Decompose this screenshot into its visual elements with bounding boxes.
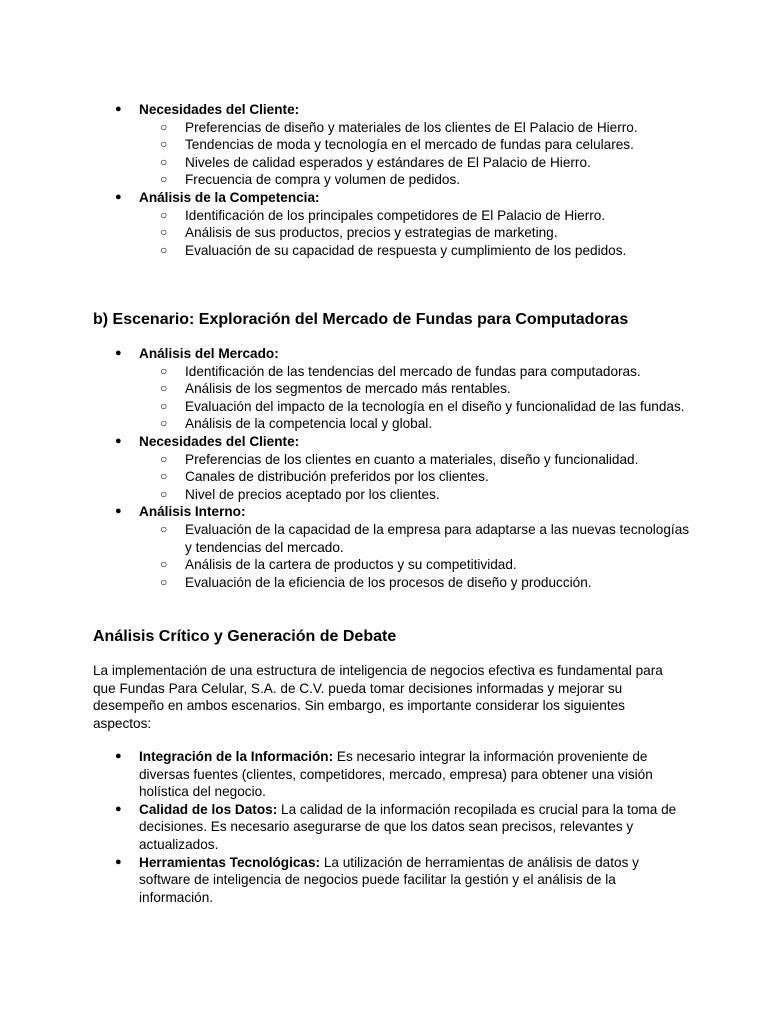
circle-bullet-icon: ○ xyxy=(160,154,168,169)
sub-list-item xyxy=(139,556,693,574)
circle-bullet-icon: ○ xyxy=(160,557,168,572)
circle-bullet-icon: ○ xyxy=(160,172,168,187)
circle-bullet-icon: ○ xyxy=(160,242,168,257)
circle-bullet-icon: ○ xyxy=(160,363,168,378)
sub-list-item xyxy=(139,468,693,486)
bullet-icon: ● xyxy=(115,855,122,868)
aspects-list xyxy=(93,748,683,906)
sub-item-text: Evaluación de su capacidad de respuesta y cumplimiento de los pedidos. xyxy=(185,242,627,258)
point-term: Herramientas Tecnológicas: xyxy=(139,854,321,870)
point-term: Integración de la Información: xyxy=(139,749,334,764)
circle-bullet-icon: ○ xyxy=(160,486,168,501)
sub-list-item xyxy=(139,171,693,189)
list-heading: Necesidades del Cliente: xyxy=(139,102,300,117)
bullet-icon: ● xyxy=(115,347,122,359)
list-heading: Necesidades del Cliente: xyxy=(139,433,300,449)
sub-item-text: Análisis de la competencia local y global. xyxy=(185,416,433,432)
sub-list-item xyxy=(139,119,693,137)
section-b-list xyxy=(93,345,693,591)
circle-bullet-icon: ○ xyxy=(160,451,168,466)
list-item xyxy=(93,189,693,259)
section-c-title: Análisis Crítico y Generación de Debate xyxy=(93,628,397,645)
circle-bullet-icon: ○ xyxy=(160,416,168,431)
sub-list-item xyxy=(139,398,693,416)
sub-item-text: Frecuencia de compra y volumen de pedidos. xyxy=(185,172,461,188)
bullet-icon: ● xyxy=(115,750,122,762)
list-item xyxy=(93,748,683,801)
sub-item-text: Análisis de los segmentos de mercado más rentables. xyxy=(185,381,511,397)
sub-list xyxy=(139,119,693,189)
sub-item-text: Preferencias de diseño y materiales de los clientes de El Palacio de Hierro. xyxy=(185,119,638,135)
sub-list-item xyxy=(139,380,693,398)
sub-item-text: Análisis de la cartera de productos y su competitividad. xyxy=(185,557,517,573)
circle-bullet-icon: ○ xyxy=(160,381,168,396)
sub-list xyxy=(139,521,693,591)
circle-bullet-icon: ○ xyxy=(160,207,168,222)
bullet-icon: ● xyxy=(115,190,122,203)
circle-bullet-icon: ○ xyxy=(160,469,168,484)
sub-list-item xyxy=(139,224,693,242)
list-item xyxy=(93,433,693,503)
sub-list xyxy=(139,363,693,433)
sub-item-text: Nivel de precios aceptado por los clientes. xyxy=(185,486,440,502)
list-heading: Análisis del Mercado: xyxy=(139,346,279,361)
sub-item-text: Evaluación de la eficiencia de los procesos de diseño y producción. xyxy=(185,574,592,590)
sub-item-text: Identificación de las tendencias del mercado de fundas para computadoras. xyxy=(185,363,641,379)
sub-list xyxy=(139,451,693,504)
list-heading: Análisis Interno: xyxy=(139,504,246,520)
sub-item-text: Evaluación de la capacidad de la empresa para adaptarse a las nuevas tecnologías y tendencias del mercado. xyxy=(185,521,690,555)
circle-bullet-icon: ○ xyxy=(160,398,168,413)
list-item xyxy=(93,801,683,854)
list-item xyxy=(93,101,693,189)
circle-bullet-icon: ○ xyxy=(160,137,168,152)
circle-bullet-icon: ○ xyxy=(160,521,168,536)
point-term: Calidad de los Datos: xyxy=(139,801,278,817)
sub-item-text: Identificación de los principales competidores de El Palacio de Hierro. xyxy=(185,207,606,223)
sub-list-item xyxy=(139,363,693,381)
section-b-title: b) Escenario: Exploración del Mercado de Fundas para Computadoras xyxy=(93,311,629,328)
sub-item-text: Canales de distribución preferidos por los clientes. xyxy=(185,469,489,485)
sub-list-item xyxy=(139,136,693,154)
sub-list-item xyxy=(139,521,693,556)
sub-list-item xyxy=(139,242,693,260)
sub-list-item xyxy=(139,574,693,592)
list-item xyxy=(93,503,693,591)
bullet-icon: ● xyxy=(115,802,122,815)
sub-item-text: Evaluación del impacto de la tecnología en el diseño y funcionalidad de las fundas. xyxy=(185,398,685,414)
list-item xyxy=(93,345,693,433)
sub-item-text: Análisis de sus productos, precios y estrategias de marketing. xyxy=(185,225,558,241)
intro-paragraph: La implementación de una estructura de inteligencia de negocios efectiva es fundamental para que Fundas Para Celular, S.A. de C.V. pueda tomar decisiones informadas y mejorar su desempeño en ambos escenarios. Sin embargo, es importante considerar los siguientes aspectos: xyxy=(93,663,663,731)
sub-list-item xyxy=(139,154,693,172)
sub-list-item xyxy=(139,415,693,433)
point-text: Es necesario integrar la información proveniente de diversas fuentes (clientes, competidores, mercado, empresa) para obtener una visión holística del negocio. xyxy=(139,749,653,800)
circle-bullet-icon: ○ xyxy=(160,119,168,134)
list-item xyxy=(93,854,683,907)
sub-list-item xyxy=(139,486,693,504)
bullet-icon: ● xyxy=(115,434,122,447)
sub-item-text: Tendencias de moda y tecnología en el mercado de fundas para celulares. xyxy=(185,137,634,153)
bullet-icon: ● xyxy=(115,103,122,115)
point-text: La utilización de herramientas de análisis de datos y software de inteligencia de negocios puede facilitar la gestión y el análisis de la información. xyxy=(139,854,639,905)
sub-list-item xyxy=(139,207,693,225)
point-text: La calidad de la información recopilada es crucial para la toma de decisiones. Es necesario asegurarse de que los datos sean precisos, relevantes y actualizados. xyxy=(139,801,677,852)
circle-bullet-icon: ○ xyxy=(160,574,168,589)
list-heading: Análisis de la Competencia: xyxy=(139,189,320,205)
sub-list xyxy=(139,207,693,260)
sub-item-text: Preferencias de los clientes en cuanto a materiales, diseño y funcionalidad. xyxy=(185,451,639,467)
sub-list-item xyxy=(139,451,693,469)
circle-bullet-icon: ○ xyxy=(160,225,168,240)
bullet-icon: ● xyxy=(115,505,122,518)
sub-item-text: Niveles de calidad esperados y estándares de El Palacio de Hierro. xyxy=(185,154,591,170)
section-a-list xyxy=(93,101,693,259)
